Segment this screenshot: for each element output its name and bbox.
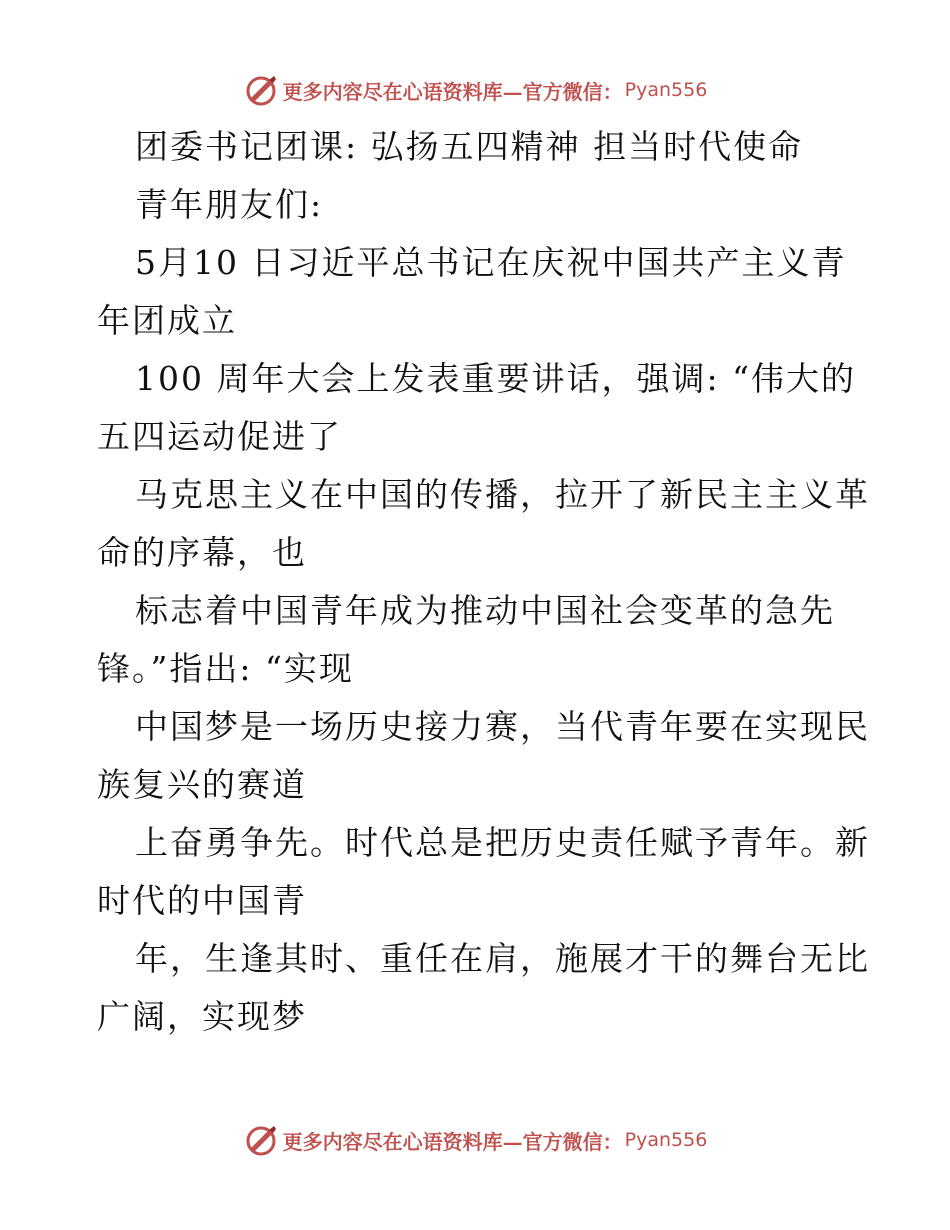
header-watermark	[0, 70, 950, 110]
watermark-text: 更多内容尽在心语资料库—官方微信：	[282, 79, 623, 104]
watermark-wechat-id: Pyan556	[624, 79, 708, 101]
text-line: 青年朋友们:	[135, 185, 324, 224]
text-line: 标志着中国青年成为推动中国社会变革的急先	[135, 591, 835, 630]
text-line: 马克思主义在中国的传播，拉开了新民主主义革	[135, 475, 870, 514]
text-line: 100 周年大会上发表重要讲话，强调: “伟大的	[135, 359, 856, 398]
pen-logo-icon	[243, 72, 279, 108]
document-body	[97, 118, 877, 1046]
watermark-text: 更多内容尽在心语资料库—官方微信：	[282, 1129, 623, 1154]
watermark-wechat-id: Pyan556	[624, 1129, 708, 1151]
text-line: 命的序幕，也	[97, 533, 307, 572]
text-line: 年团成立	[97, 301, 237, 340]
text-line: 团委书记团课: 弘扬五四精神 担当时代使命	[135, 127, 804, 166]
text-line: 锋。”指出: “实现	[97, 649, 354, 688]
text-line: 上奋勇争先。时代总是把历史责任赋予青年。新	[135, 823, 870, 862]
text-line: 年，生逢其时、重任在肩，施展才干的舞台无比	[135, 939, 870, 978]
text-line: 五四运动促进了	[97, 417, 342, 456]
text-line: 5月10 日习近平总书记在庆祝中国共产主义青	[135, 243, 847, 282]
text-line: 时代的中国青	[97, 881, 307, 920]
footer-watermark	[0, 1120, 950, 1160]
text-line: 广阔，实现梦	[97, 997, 307, 1036]
pen-logo-icon	[243, 1122, 279, 1158]
text-line: 族复兴的赛道	[97, 765, 307, 804]
text-line: 中国梦是一场历史接力赛，当代青年要在实现民	[135, 707, 870, 746]
